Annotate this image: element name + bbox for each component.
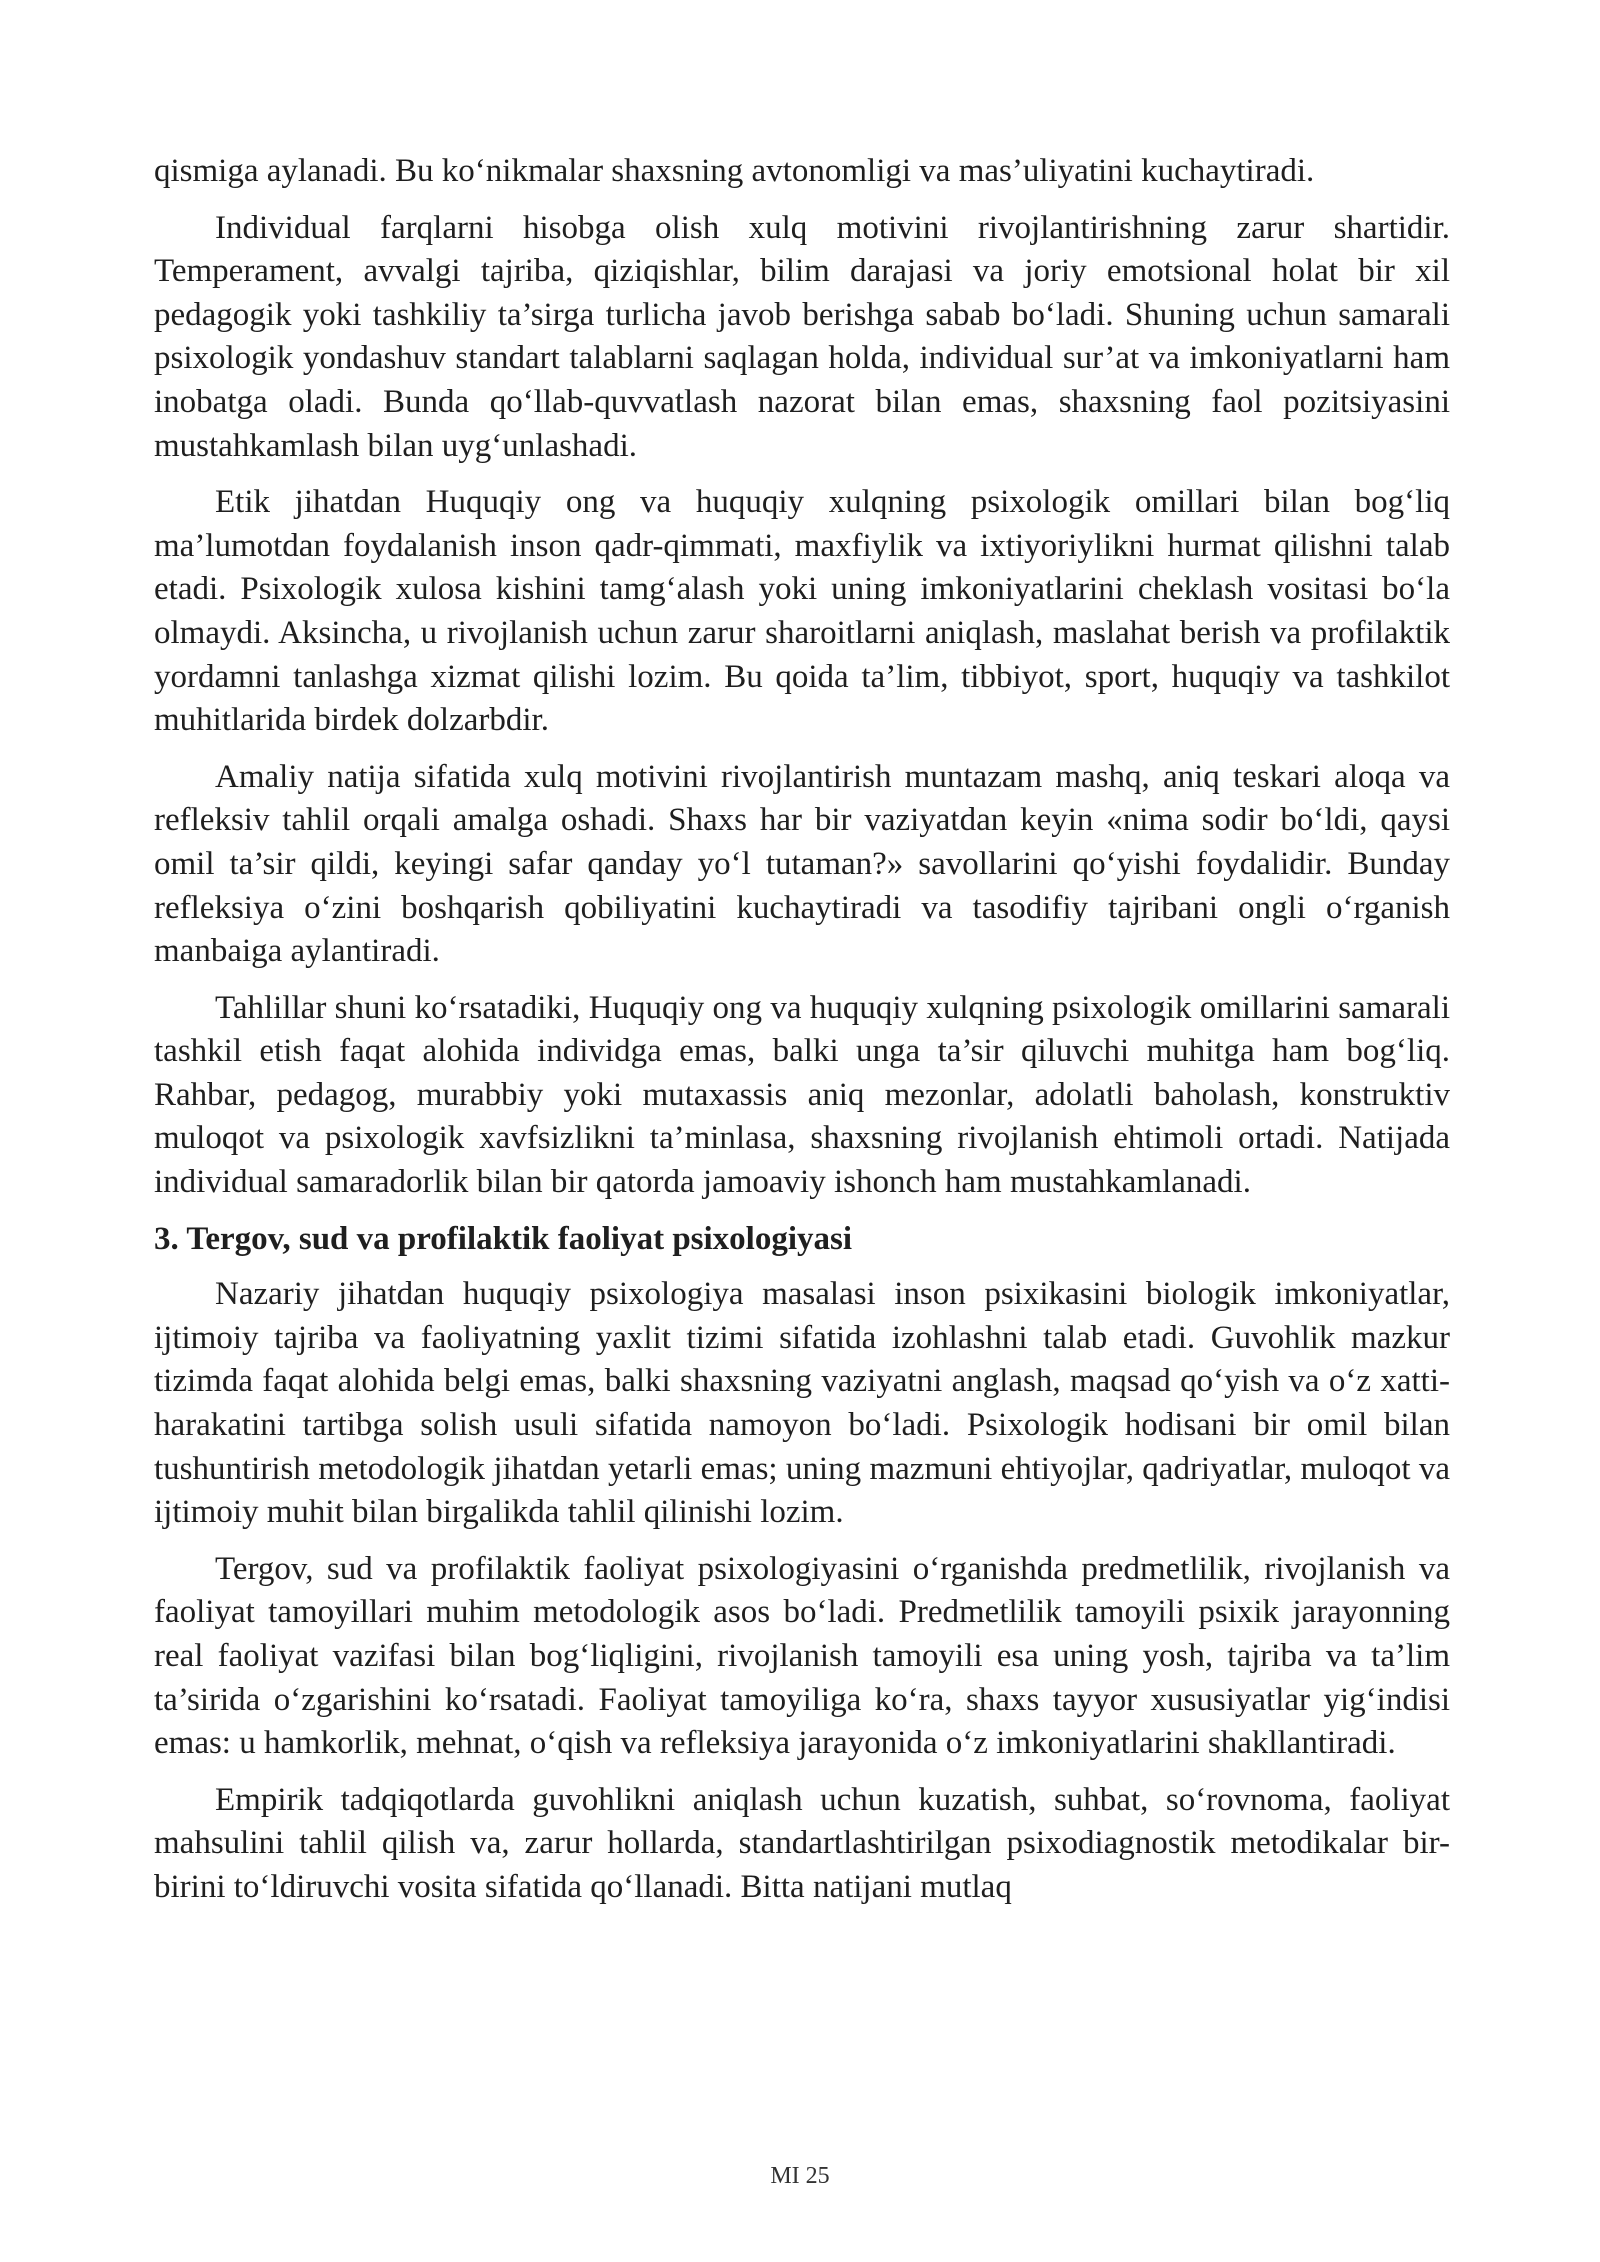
paragraph-ethics: Etik jihatdan Huquqiy ong va huquqiy xulqning psixologik omillari bilan bog‘liq ma’lumotdan foydalanish inson qadr-qimmati, maxfiylik va ixtiyoriylikni hurmat qilishni talab etadi. Psixologik xulosa kishini tamg‘alash yoki uning imkoniyatlarini cheklash vositasi bo‘la olmaydi. Aksincha, u rivojlanish uchun zarur sharoitlarni aniqlash, maslahat berish va profilaktik yordamni tanlashga xizmat qilishi lozim. Bu qoida ta’lim, tibbiyot, sport, huquqiy va tashkilot muhitlarida birdek dolzarbdir. bbox=[154, 484, 1450, 739]
paragraph-principles: Tergov, sud va profilaktik faoliyat psixologiyasini o‘rganishda predmetlilik, rivojlanish va faoliyat tamoyillari muhim metodologik asos bo‘ladi. Predmetlilik tamoyili psixik jarayonning real faoliyat vazifasi bilan bog‘liqligini, rivojlanish tamoyili esa uning yosh, tajriba va ta’lim ta’sirida o‘zgarishini ko‘rsatadi. Faoliyat tamoyiliga ko‘ra, shaxs tayyor xususiyatlar yig‘indisi emas: u hamkorlik, mehnat, o‘qish va refleksiya jarayonida o‘z imkoniyatlarini shakllantiradi. bbox=[154, 1550, 1450, 1762]
paragraph-practical-result: Amaliy natija sifatida xulq motivini rivojlantirish muntazam mashq, aniq teskari aloqa va refleksiv tahlil orqali amalga oshadi. Shaxs har bir vaziyatdan keyin «nima sodir bo‘ldi, qaysi omil ta’sir qildi, keyingi safar qanday yo‘l tutaman?» savollarini qo‘yishi foydalidir. Bunday refleksiya o‘zini boshqarish qobiliyatini kuchaytiradi va tasodifiy tajribani ongli o‘rganish manbaiga aylantiradi. bbox=[154, 758, 1450, 970]
section-heading: 3. Tergov, sud va profilaktik faoliyat psixologiyasi bbox=[154, 1220, 853, 1257]
paragraph-theory: Nazariy jihatdan huquqiy psixologiya masalasi inson psixikasini biologik imkoniyatlar, ijtimoiy tajriba va faoliyatning yaxlit tizimi sifatida izohlashni talab etadi. Guvohlik mazkur tizimda faqat alohida belgi emas, balki shaxsning vaziyatni anglash, maqsad qo‘yish va o‘z xatti-harakatini tartibga solish usuli sifatida namoyon bo‘ladi. Psixologik hodisani bir omil bilan tushuntirish metodologik jihatdan yetarli emas; uning mazmuni ehtiyojlar, qadriyatlar, muloqot va ijtimoiy muhit bilan birgalikda tahlil qilinishi lozim. bbox=[154, 1276, 1450, 1531]
paragraph-individual-differences: Individual farqlarni hisobga olish xulq motivini rivojlantirishning zarur shartidir. Temperament, avvalgi tajriba, qiziqishlar, bilim darajasi va joriy emotsional holat bir xil pedagogik yoki tashkiliy ta’sirga turlicha javob berishga sabab bo‘ladi. Shuning uchun samarali psixologik yondashuv standart talablarni saqlagan holda, individual sur’at va imkoniyatlarni ham inobatga oladi. Bunda qo‘llab-quvvatlash nazorat bilan emas, shaxsning faol pozitsiyasini mustahkamlash bilan uyg‘unlashadi. bbox=[154, 209, 1450, 464]
paragraph-continuation: qismiga aylanadi. Bu ko‘nikmalar shaxsning avtonomligi va mas’uliyatini kuchaytiradi. bbox=[154, 153, 1315, 189]
paragraph-empirical: Empirik tadqiqotlarda guvohlikni aniqlash uchun kuzatish, suhbat, so‘rovnoma, faoliyat mahsulini tahlil qilish va, zarur hollarda, standartlashtirilgan psixodiagnostik metodikalar bir-birini to‘ldiruvchi vosita sifatida qo‘llanadi. Bitta natijani mutlaq bbox=[154, 1781, 1450, 1905]
paragraph-analysis: Tahlillar shuni ko‘rsatadiki, Huquqiy ong va huquqiy xulqning psixologik omillarini samarali tashkil etish faqat alohida individga emas, balki unga ta’sir qiluvchi muhitga ham bog‘liq. Rahbar, pedagog, murabbiy yoki mutaxassis aniq mezonlar, adolatli baholash, konstruktiv muloqot va psixologik xavfsizlikni ta’minlasa, shaxsning rivojlanish ehtimoli ortadi. Natijada individual samaradorlik bilan bir qatorda jamoaviy ishonch ham mustahkamlanadi. bbox=[154, 989, 1450, 1201]
page-number: MI 25 bbox=[770, 2163, 830, 2189]
document-page bbox=[154, 150, 1450, 1923]
